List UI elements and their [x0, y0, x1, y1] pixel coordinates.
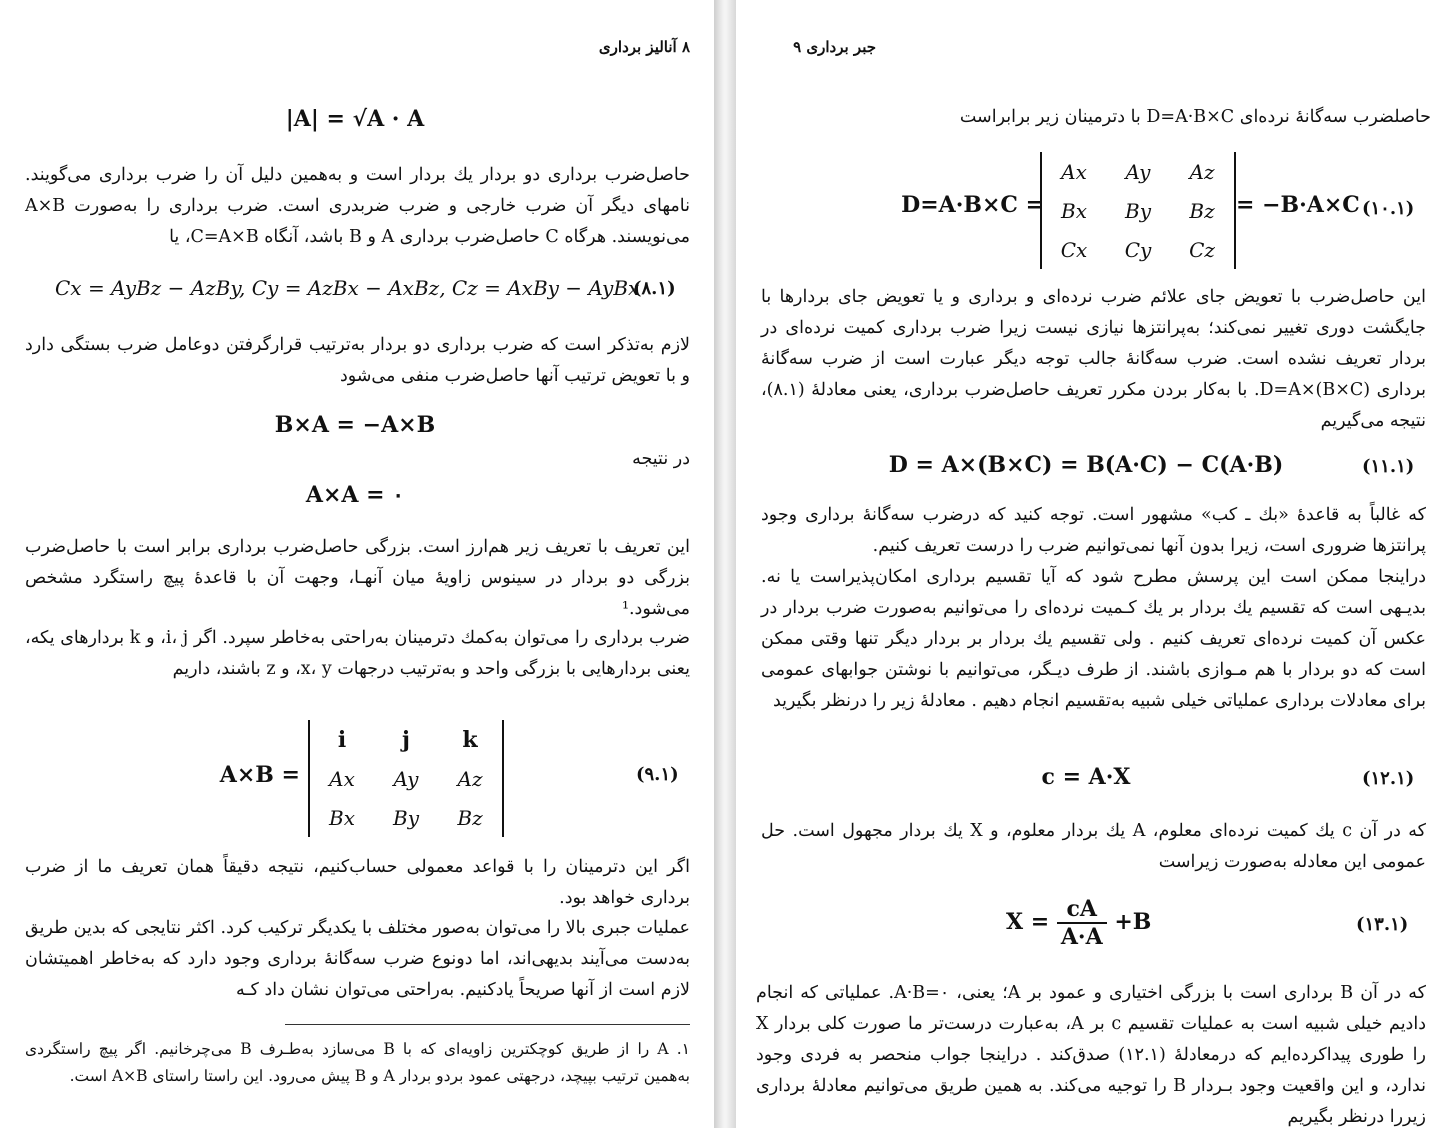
equation-anticommutative: B×A = −A×B	[274, 412, 436, 438]
right-page-header: جبر برداری ۹	[793, 38, 876, 56]
paragraph-scalar-triple: حاصلضرب سه‌گانهٔ نرده‌ای D=A·B×C با دترمینان زیر برابراست	[959, 107, 1431, 127]
matrix-cell: Az	[457, 766, 483, 791]
matrix-cell: Ax	[1061, 159, 1087, 184]
matrix-cell: Bx	[329, 805, 355, 830]
paragraph-magnitude-definition: این تعریف با تعریف زیر هم‌ارز است. بزرگی حاصل‌ضرب برداری برابر است با حاصل‌ضرب بزرگی دو بردار در سینوس زاویهٔ میان آنهـا، وجهت آن با قاعدهٔ پیچ راستگرد مشخص می‌شود.¹	[25, 537, 690, 619]
paragraph-cross-product-intro: حاصل‌ضرب برداری دو بردار یك بردار است و به‌همین دلیل آن را ضرب برداری می‌گویند. نامهای دیگر آن ضرب خارجی و ضرب ضربدری است. ضرب برداری را به‌صورت A×B می‌نویسند. هرگاه C حاصل‌ضرب برداری A و B باشد، آنگاه C=A×B، یا	[25, 165, 690, 247]
equation-13-1	[1006, 896, 1176, 950]
determinant-10-1	[1040, 152, 1236, 269]
equation-8-1: Cx = AyBz − AzBy, Cy = AzBx − AxBz, Cz = AxBy − AyBx	[55, 276, 640, 300]
matrix-cell: Ay	[393, 766, 419, 791]
paragraph-vector-division: دراینجا ممکن است این پرسش مطرح شود که آیا تقسیم برداری امکان‌پذیراست یا نه. بدیـهی است که تقسیم یك بردار بر یك کـمیت نرده‌ای را می‌توانیم به‌صورت ضرب بردار در عکس آن کمیت نرده‌ای تعریف کنیم . ولی تقسیم یك بردار بر بردار دیگر تنها وقتی ممکن است که دو بردار با هم مـوازی باشند. از طرف دیـگر، می‌توانیم با نوشتن جوابهای عمومی برای معادلات برداری عملیاتی خیلی شبیه به‌تقسیم انجام دهیم . معادلهٔ زیر را درنظر بگیرید	[761, 567, 1426, 711]
matrix-cell: Cz	[1189, 237, 1215, 262]
equation-13-1-fraction	[1057, 896, 1107, 950]
equation-magnitude: |A| = √A · A	[285, 106, 425, 132]
matrix-cell: i	[337, 726, 347, 753]
paragraph-general-solution: که در آن c یك کمیت نرده‌ای معلوم، A یك بردار معلوم، و X یك بردار مجهول است. حل عمومی این معادله به‌صورت زیراست	[761, 821, 1427, 872]
matrix-cell: Az	[1189, 159, 1215, 184]
matrix-cell: Ay	[1125, 159, 1151, 184]
equation-10-1-rhs: = −B·A×C	[1236, 192, 1360, 218]
footnote-right-hand-screw: ۱. A را از طریق کوچکترین زاویه‌ای که با B می‌سازد به‌طـرف B می‌چرخانیم. اگر پیچ راستگردی به‌همین ترتیب بپیچد، درجهتی عمود بردو بردار A و B پیش می‌رود. این راستا راستای A×B است.	[25, 1040, 690, 1085]
matrix-cell: By	[1125, 198, 1151, 223]
equation-13-1-lhs: X =	[1006, 909, 1050, 935]
label-in-result: در نتیجه	[632, 449, 690, 469]
right-page	[736, 0, 1450, 1128]
footnote-rule	[285, 1024, 690, 1025]
equation-number-10-1: (۱۰.۱)	[1362, 198, 1415, 219]
matrix-cell: Cy	[1124, 237, 1152, 262]
matrix-cell: Bz	[1189, 198, 1215, 223]
equation-number-9-1: (۹.۱)	[636, 764, 679, 785]
paragraph-triple-products: عملیات جبری بالا را می‌توان به‌صور مختلف با یکدیگر ترکیب کرد. اکثر نتایجی که بدین طریق به‌دست می‌آیند بدیهی‌اند، اما دونوع ضرب سه‌گانهٔ برداری وجود دارد که به‌خاطر اهمیتشان لازم است از آنها صریحاً یادکنیم. به‌راحتی می‌توان نشان داد کـه	[25, 918, 690, 1000]
equation-number-13-1: (۱۳.۱)	[1356, 914, 1409, 935]
paragraph-determinant-result: اگر این دترمینان را با قواعد معمولی حساب‌کنیم، نتیجه دقیقاً همان تعریف ما از ضرب برداری خواهد بود.	[25, 857, 690, 908]
equation-12-1: c = A·X	[1041, 764, 1131, 790]
paragraph-anticommutative: لازم به‌تذکر است که ضرب برداری دو بردار به‌ترتیب قرارگرفتن دوعامل ضرب بستگی دارد و با تعویض ترتیب آنها حاصل‌ضرب منفی می‌شود	[25, 335, 690, 386]
equation-number-12-1: (۱۲.۱)	[1362, 768, 1415, 789]
matrix-cell: k	[462, 726, 478, 753]
matrix-cell: Ax	[329, 766, 355, 791]
matrix-cell: Cx	[1060, 237, 1088, 262]
matrix-cell: Bx	[1061, 198, 1087, 223]
equation-10-1-lhs: D=A·B×C =	[901, 192, 1044, 218]
equation-number-11-1: (۱۱.۱)	[1362, 456, 1415, 477]
paragraph-arbitrary-vector: که در آن B برداری است با بزرگی اختیاری و عمود بر A؛ یعنی، A·B=۰. عملیاتی که انجام دادیم خیلی شبیه است به عملیات تقسیم c بر A، به‌عبارت درست‌تر ما صورت کلی بردار X را طوری پیداکرده‌ایم که درمعادلهٔ (۱۲.۱) صدق‌کند . دراینجا جواب منحصر به فردی وجود ندارد، و این واقعیت وجود بـردار B را توجیه می‌کند. به همین طریق می‌توانیم معادلهٔ برداری زیررا درنظر بگیریم	[756, 983, 1427, 1127]
book-gutter	[714, 0, 736, 1128]
matrix-cell: j	[402, 726, 410, 753]
paragraph-bac-cab: که غالباً به قاعدهٔ «بك ـ کب» مشهور است. توجه کنید که درضرب سه‌گانهٔ برداری وجود پرانتزها ضروری است، زیرا بدون آنها نمی‌توانیم ضرب را درست تعریف کنیم.	[761, 505, 1426, 556]
determinant-9-1	[308, 720, 504, 837]
paragraph-determinant-memory: ضرب برداری را می‌توان به‌کمك دترمینان به‌راحتی به‌خاطر سپرد. اگر i، j، و k بردارهای یکه، یعنی بردارهایی با بزرگی واحد و به‌ترتیب درجهات x، y، و z باشند، داریم	[25, 628, 690, 679]
paragraph-triple-cyclic: این حاصل‌ضرب با تعویض جای علائم ضرب نرده‌ای و برداری و یا تعویض جای بردارها با جایگشت دوری تغییر نمی‌کند؛ به‌پرانتزها نیازی نیست زیرا ضرب برداری کمیت نرده‌ای در بردار تعریف نشده است. ضرب سه‌گانهٔ جالب توجه دیگر عبارت است از ضرب سه‌گانهٔ برداری D=A×(B×C). با به‌کار بردن مکرر تعریف حاصل‌ضرب برداری، یعنی معادلهٔ (۸.۱)، نتیجه می‌گیریم	[761, 287, 1426, 431]
left-page	[0, 0, 714, 1128]
equation-13-1-rhs: +B	[1114, 909, 1152, 935]
equation-number-8-1: (۸.۱)	[633, 278, 676, 299]
fraction-denominator: A·A	[1060, 924, 1103, 950]
equation-9-1-lhs: A×B =	[219, 762, 300, 788]
matrix-cell: By	[393, 805, 419, 830]
matrix-cell: Bz	[457, 805, 483, 830]
left-page-header: ۸ آنالیز برداری	[598, 38, 690, 56]
fraction-numerator: cA	[1057, 896, 1107, 924]
equation-self-cross: A×A = ۰	[305, 482, 405, 508]
equation-11-1: D = A×(B×C) = B(A·C) − C(A·B)	[888, 452, 1284, 478]
